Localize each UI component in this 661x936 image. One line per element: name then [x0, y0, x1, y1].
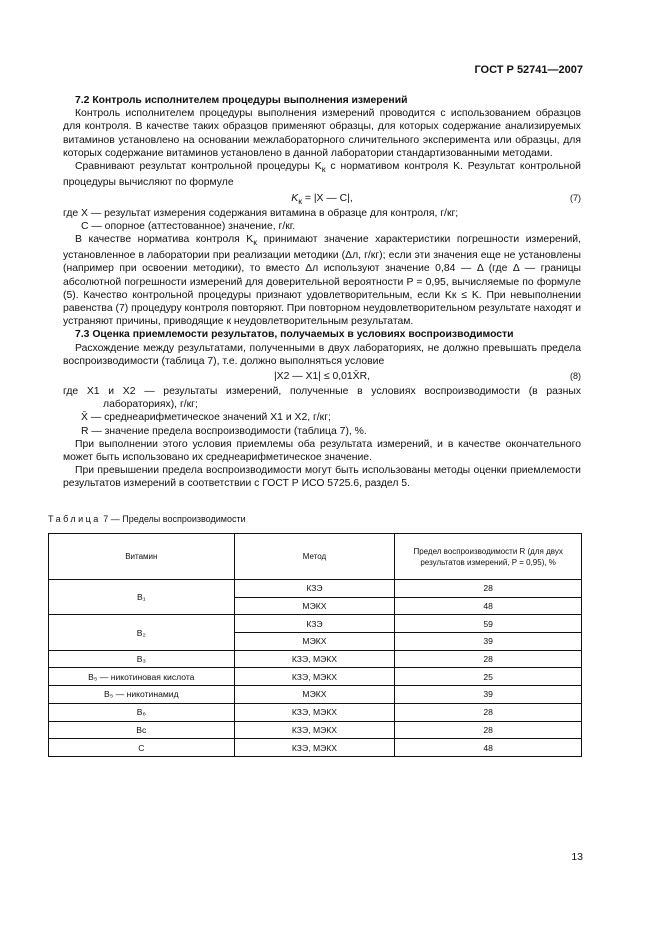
cell-limit: 28: [395, 703, 582, 721]
table-caption: Таблица 7 — Пределы воспроизводимости: [48, 514, 246, 524]
header-limit: Предел воспроизводимости R (для двух результатов измерений, P = 0,95), %: [395, 534, 582, 580]
table-row: [49, 721, 582, 739]
table-row: [49, 739, 582, 757]
section-7-2-para-1: Контроль исполнителем процедуры выполнения измерений проводится с использованием образцов для контроля. В качестве таких образцов применяют образцы, для которых содержание анализируемых витаминов установлено на основании межлабораторного сличительного эксперимента или образцы, для которых содержание витаминов установлено в данной лаборатории стандартизованными методами.: [63, 108, 581, 159]
cell-method: КЗЭ: [234, 615, 395, 633]
cell-vitamin: Bс: [49, 721, 235, 739]
document-header: ГОСТ Р 52741—2007: [474, 64, 583, 76]
section-7-3-para-2: При выполнении этого условия приемлемы оба результата измерений, и в качестве окончательного может быть использовано их среднеарифметическое значение.: [63, 438, 581, 464]
section-7-3-title: 7.3 Оценка приемлемости результатов, получаемых в условиях воспроизводимости: [75, 329, 514, 341]
cell-method: КЗЭ, МЭКХ: [234, 668, 395, 686]
cell-vitamin: B₁: [49, 580, 235, 615]
formula-8: |X2 — X1| ≤ 0,01X̄R, (8): [273, 371, 581, 383]
section-7-3-para-3: При превышении предела воспроизводимости могут быть использованы методы оценки приемлемости результатов измерений в соответствии с ГОСТ Р ИСО 5725.6, раздел 5.: [63, 465, 581, 490]
header-method: Метод: [234, 534, 395, 580]
table-header-row: [49, 534, 582, 580]
cell-method: КЗЭ, МЭКХ: [234, 703, 395, 721]
table-row: [49, 615, 582, 633]
body-text: [63, 94, 581, 491]
cell-limit: 39: [395, 633, 582, 651]
cell-limit: 48: [395, 597, 582, 615]
cell-vitamin: B₆: [49, 703, 235, 721]
table-row: [49, 686, 582, 704]
cell-limit: 59: [395, 615, 582, 633]
section-7-3-para-1: Расхождение между результатами, полученными в двух лабораториях, не должно превышать предела воспроизводимости (таблица 7), т.е. должно выполняться условие: [63, 342, 581, 367]
section-7-2-para-3: В качестве норматива контроля $K_к$ принимают значение характеристики погрешности измерений, установленное в лаборатории при реализации методики (Δл, г/кг); если эти значения еще не установлены (например при освоении методики), то вместо Δл используют значение 0,84 — Δ (где Δ — границы абсолютной погрешности измерений для доверительной вероятности P = 0,95, вычисляемые по формуле (5). Качество контрольной процедуры признают удовлетворительным, если Kк ≤ K. При невыполнении равенства (7) процедуру контроля повторяют. При повторном неудовлетворительном результате находят и устраняют причины, приводящие к неудовлетворительным результатам.: [63, 233, 582, 328]
formula-7: $K_к = |X$ — C|, (7): [291, 192, 581, 206]
where-xbar: X̄ — среднеарифметическое значений X1 и X2, г/кг;: [81, 412, 331, 424]
section-7-2-title: 7.2 Контроль исполнителем процедуры выполнения измерений: [75, 95, 408, 106]
where-x: где X — результат измерения содержания витамина в образце для контроля, г/кг;: [63, 207, 459, 219]
table-row: [49, 668, 582, 686]
where-c: C — опорное (аттестованное) значение, г/кг.: [81, 220, 296, 232]
cell-limit: 28: [395, 721, 582, 739]
table-row: [49, 650, 582, 668]
reproducibility-table: [48, 533, 582, 757]
cell-method: КЗЭ: [234, 580, 395, 598]
cell-method: КЗЭ, МЭКХ: [234, 650, 395, 668]
cell-limit: 48: [395, 739, 582, 757]
cell-method: КЗЭ, МЭКХ: [234, 739, 395, 757]
cell-limit: 28: [395, 650, 582, 668]
header-vitamin: Витамин: [49, 534, 235, 580]
where-x1-x2: где X1 и X2 — результаты измерений, полученные в условиях воспроизводимости (в разных лабораториях), г/кг;: [63, 386, 581, 411]
table-row: [49, 703, 582, 721]
cell-limit: 25: [395, 668, 582, 686]
cell-limit: 28: [395, 580, 582, 598]
section-7-2-para-2: Сравнивают результат контрольной процедуры $K_к$ с нормативом контроля K. Результат контрольной процедуры вычисляют по формуле: [63, 161, 581, 189]
cell-limit: 39: [395, 686, 582, 704]
page-number: 13: [571, 851, 583, 863]
cell-vitamin: C: [49, 739, 235, 757]
cell-method: МЭКХ: [234, 633, 395, 651]
cell-vitamin: B₅ — никотиновая кислота: [49, 668, 235, 686]
table-row: [49, 580, 582, 598]
cell-vitamin: B₃: [49, 650, 235, 668]
cell-vitamin: B₂: [49, 615, 235, 650]
cell-method: МЭКХ: [234, 686, 395, 704]
cell-method: КЗЭ, МЭКХ: [234, 721, 395, 739]
cell-method: МЭКХ: [234, 597, 395, 615]
cell-vitamin: B₅ — никотинамид: [49, 686, 235, 704]
where-r: R — значение предела воспроизводимости (таблица 7), %.: [81, 425, 367, 437]
